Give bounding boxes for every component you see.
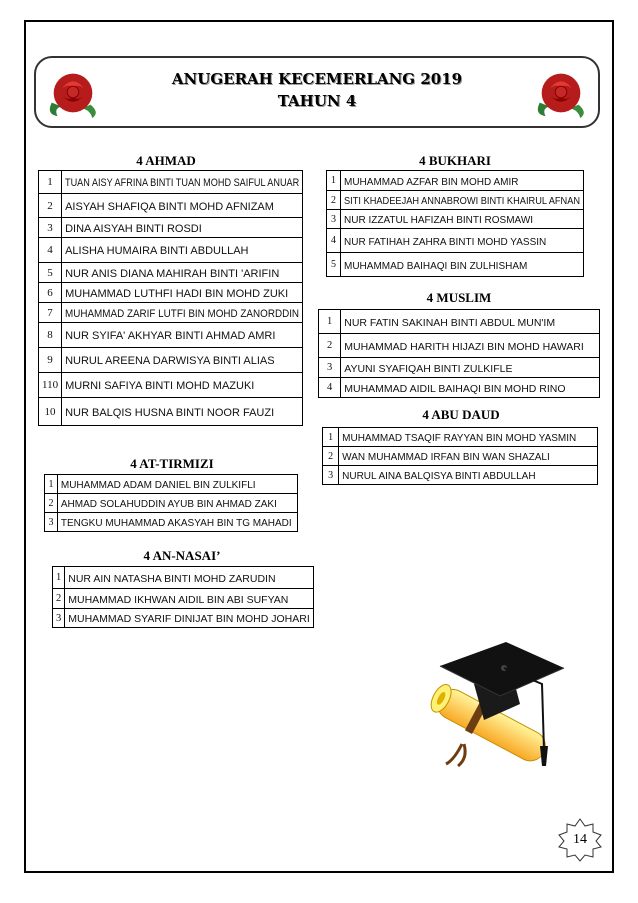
student-name: MURNI SAFIYA BINTI MOHD MAZUKI (65, 380, 255, 392)
student-name-cell (341, 191, 584, 210)
row-number: 1 (319, 310, 341, 334)
row-number: 9 (39, 348, 62, 373)
row-number: 4 (319, 378, 341, 398)
table-row (323, 428, 598, 447)
class-title-ahmad: 4 AHMAD (136, 153, 196, 168)
student-name-cell (341, 378, 600, 398)
row-number: 6 (39, 283, 62, 303)
student-name: NUR FATIN SAKINAH BINTI ABDUL MUN'IM (344, 316, 556, 329)
student-name: AYUNI SYAFIQAH BINTI ZULKIFLE (344, 362, 513, 375)
class-table-abudaud (322, 427, 598, 485)
row-number: 1 (327, 171, 341, 191)
table-row (319, 378, 600, 398)
student-name: TUAN AISY AFRINA BINTI TUAN MOHD SAIFUL ANUAR (65, 177, 300, 189)
row-number: 3 (323, 466, 339, 485)
student-name-cell (341, 358, 600, 378)
class-table-ahmad (38, 170, 303, 426)
student-name: NUR IZZATUL HAFIZAH BINTI ROSMAWI (344, 215, 534, 226)
row-number: 5 (39, 263, 62, 283)
table-row (323, 466, 598, 485)
class-table-tirmizi (44, 474, 298, 532)
page-subtitle: TAHUN 4 (277, 92, 357, 110)
row-number: 1 (323, 428, 339, 447)
student-name: NUR FATIHAH ZAHRA BINTI MOHD YASSIN (344, 236, 547, 248)
row-number: 2 (323, 447, 339, 466)
student-name-cell (339, 466, 598, 485)
row-number: 10 (39, 398, 62, 426)
table-row (39, 373, 303, 398)
row-number: 2 (319, 334, 341, 358)
table-row (39, 303, 303, 323)
student-name: MUHAMMAD HARITH HIJAZI BIN MOHD HAWARI (344, 340, 584, 353)
class-title-muslim: 4 MUSLIM (426, 290, 492, 305)
student-name-cell (341, 171, 584, 191)
student-name-cell (341, 253, 584, 277)
student-name: NUR AIN NATASHA BINTI MOHD ZARUDIN (68, 572, 276, 585)
table-row (45, 513, 298, 532)
header-banner (34, 56, 600, 128)
row-number: 1 (45, 475, 58, 494)
student-name: MUHAMMAD ZARIF LUTFI BIN MOHD ZANORDDIN (65, 307, 300, 320)
row-number: 2 (53, 589, 65, 609)
student-name-cell (57, 475, 297, 494)
row-number: 1 (53, 567, 65, 589)
student-name-cell (62, 218, 303, 238)
row-number: 4 (39, 238, 62, 263)
student-name: NURUL AINA BALQISYA BINTI ABDULLAH (342, 471, 536, 482)
student-name: MUHAMMAD IKHWAN AIDIL BIN ABI SUFYAN (68, 593, 289, 606)
class-table-muslim (318, 309, 600, 398)
student-name: ALISHA HUMAIRA BINTI ABDULLAH (65, 245, 249, 257)
class-table-bukhari (326, 170, 584, 277)
student-name-cell (62, 283, 303, 303)
student-name: NUR ANIS DIANA MAHIRAH BINTI 'ARIFIN (65, 267, 280, 280)
row-number: 5 (327, 253, 341, 277)
student-name-cell (57, 513, 297, 532)
table-row (39, 283, 303, 303)
table-row (39, 194, 303, 218)
table-row (39, 171, 303, 194)
student-name: MUHAMMAD ADAM DANIEL BIN ZULKIFLI (60, 480, 256, 491)
table-row (319, 310, 600, 334)
row-number: 2 (39, 194, 62, 218)
student-name-cell (62, 194, 303, 218)
row-number: 3 (45, 513, 58, 532)
student-name: NUR SYIFA' AKHYAR BINTI AHMAD AMRI (65, 330, 276, 342)
student-name-cell (62, 398, 303, 426)
page-title: ANUGERAH KECEMERLANG 2019 (171, 70, 463, 88)
student-name-cell (62, 373, 303, 398)
student-name-cell (62, 323, 303, 348)
student-name: DINA AISYAH BINTI ROSDI (65, 222, 202, 235)
class-title-bukhari: 4 BUKHARI (419, 153, 491, 168)
student-name-cell (62, 238, 303, 263)
graduation-cap-scroll-icon (410, 640, 570, 770)
student-name-cell (65, 589, 314, 609)
table-row (39, 218, 303, 238)
student-name: MUHAMMAD SYARIF DINIJAT BIN MOHD JOHARI (68, 613, 310, 625)
student-name-cell (62, 303, 303, 323)
student-name-cell (57, 494, 297, 513)
row-number: 110 (39, 373, 62, 398)
class-title-tirmizi: 4 AT-TIRMIZI (130, 456, 214, 471)
table-row (39, 238, 303, 263)
table-row (327, 229, 584, 253)
student-name-cell (62, 263, 303, 283)
table-row (323, 447, 598, 466)
student-name-cell (341, 210, 584, 229)
row-number: 8 (39, 323, 62, 348)
table-row (45, 494, 298, 513)
table-row (53, 567, 314, 589)
table-row (39, 398, 303, 426)
row-number: 1 (39, 171, 62, 194)
class-title-abudaud: 4 ABU DAUD (422, 407, 500, 422)
table-row (53, 589, 314, 609)
student-name: MUHAMMAD AZFAR BIN MOHD AMIR (344, 176, 519, 188)
student-name-cell (62, 171, 303, 194)
student-name-cell (341, 310, 600, 334)
table-row (327, 253, 584, 277)
student-name: NUR BALQIS HUSNA BINTI NOOR FAUZI (65, 406, 275, 419)
student-name: AHMAD SOLAHUDDIN AYUB BIN AHMAD ZAKI (60, 499, 277, 510)
student-name-cell (341, 334, 600, 358)
student-name: MUHAMMAD TSAQIF RAYYAN BIN MOHD YASMIN (342, 433, 577, 444)
student-name-cell (341, 229, 584, 253)
row-number: 3 (319, 358, 341, 378)
row-number: 7 (39, 303, 62, 323)
table-row (39, 323, 303, 348)
class-title-nasai: 4 AN-NASAI’ (143, 548, 221, 563)
table-row (327, 191, 584, 210)
student-name: WAN MUHAMMAD IRFAN BIN WAN SHAZALI (342, 452, 550, 463)
row-number: 2 (327, 191, 341, 210)
table-row (327, 171, 584, 191)
table-row (39, 263, 303, 283)
student-name: AISYAH SHAFIQA BINTI MOHD AFNIZAM (65, 200, 274, 213)
student-name-cell (65, 567, 314, 589)
table-row (45, 475, 298, 494)
class-table-nasai (52, 566, 314, 628)
student-name: MUHAMMAD LUTHFI HADI BIN MOHD ZUKI (65, 287, 289, 300)
row-number: 2 (45, 494, 58, 513)
table-row (39, 348, 303, 373)
student-name: NURUL AREENA DARWISYA BINTI ALIAS (65, 355, 275, 367)
row-number: 4 (327, 229, 341, 253)
student-name: MUHAMMAD AIDIL BAIHAQI BIN MOHD RINO (344, 382, 566, 395)
student-name: SITI KHADEEJAH ANNABROWI BINTI KHAIRUL AFNAN (344, 196, 581, 207)
table-row (53, 609, 314, 628)
row-number: 3 (327, 210, 341, 229)
row-number: 3 (53, 609, 65, 628)
student-name-cell (65, 609, 314, 628)
student-name: TENGKU MUHAMMAD AKASYAH BIN TG MAHADI (60, 518, 292, 529)
student-name: MUHAMMAD BAIHAQI BIN ZULHISHAM (344, 260, 528, 272)
student-name-cell (62, 348, 303, 373)
table-row (319, 334, 600, 358)
student-name-cell (339, 447, 598, 466)
table-row (327, 210, 584, 229)
table-row (319, 358, 600, 378)
page-number: 14 (573, 832, 587, 847)
row-number: 3 (39, 218, 62, 238)
student-name-cell (339, 428, 598, 447)
